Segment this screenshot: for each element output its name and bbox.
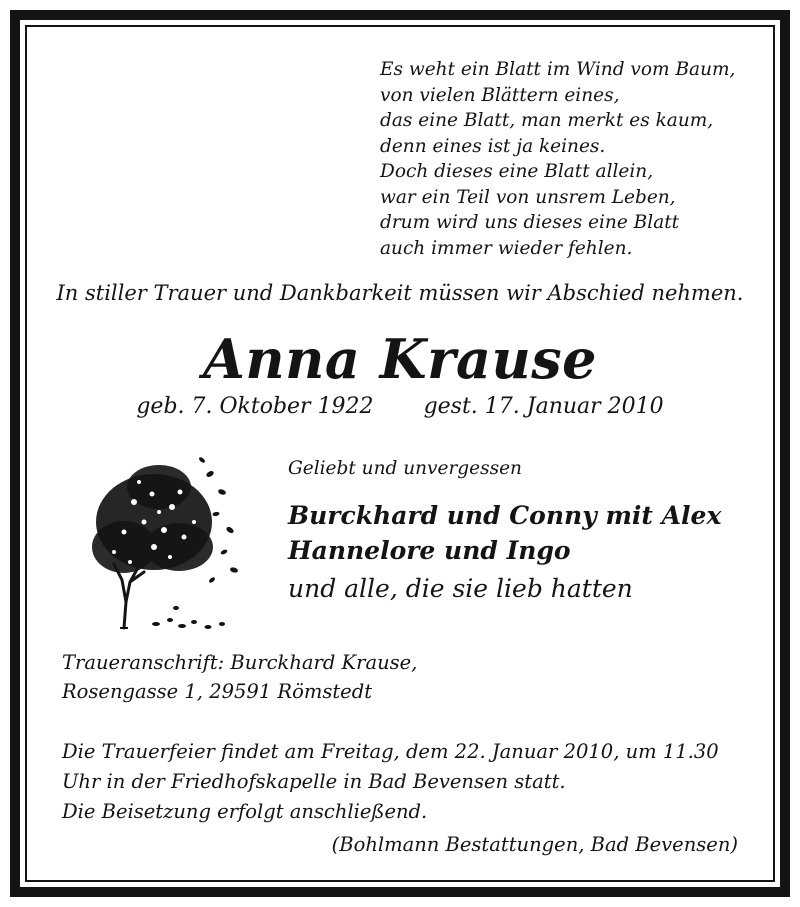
poem — [380, 57, 735, 261]
poem-line: Es weht ein Blatt im Wind vom Baum, — [380, 59, 736, 80]
mourners-line-3: und alle, die sie lieb hatten — [288, 574, 633, 603]
poem-line: drum wird uns dieses eine Blatt — [380, 212, 680, 233]
mourning-address — [62, 648, 417, 706]
ceremony-info — [62, 737, 719, 827]
undertaker-credit: (Bohlmann Bestattungen, Bad Bevensen) — [331, 833, 738, 856]
poem-line: auch immer wieder fehlen. — [380, 237, 633, 259]
address-line-2: Rosengasse 1, 29591 Römstedt — [62, 680, 373, 703]
life-dates — [0, 394, 800, 419]
farewell-intro: In stiller Trauer und Dankbarkeit müssen wir Abschied nehmen. — [56, 281, 744, 305]
ceremony-line-3: Die Beisetzung erfolgt anschließend. — [62, 800, 428, 823]
poem-line: von vielen Blättern eines, — [380, 84, 620, 106]
death-date: gest. 17. Januar 2010 — [423, 394, 664, 419]
poem-line: war ein Teil von unsrem Leben, — [380, 186, 676, 208]
address-line-1: Traueranschrift: Burckhard Krause, — [62, 651, 418, 674]
ceremony-line-2: Uhr in der Friedhofskapelle in Bad Bevensen statt. — [62, 770, 566, 793]
mourners-line-1: Burckhard und Conny mit Alex — [288, 501, 722, 530]
tree-with-falling-leaves-icon — [84, 452, 244, 632]
mourners-line-2: Hannelore und Ingo — [288, 536, 571, 565]
ceremony-line-1: Die Trauerfeier findet am Freitag, dem 22. Januar 2010, um 11.30 — [62, 740, 719, 763]
poem-line: denn eines ist ja keines. — [380, 135, 606, 157]
beloved-heading: Geliebt und unvergessen — [288, 458, 522, 479]
birth-date: geb. 7. Oktober 1922 — [136, 394, 374, 419]
poem-line: Doch dieses eine Blatt allein, — [380, 161, 654, 182]
deceased-name: Anna Krause — [202, 327, 598, 391]
poem-line: das eine Blatt, man merkt es kaum, — [380, 110, 714, 131]
